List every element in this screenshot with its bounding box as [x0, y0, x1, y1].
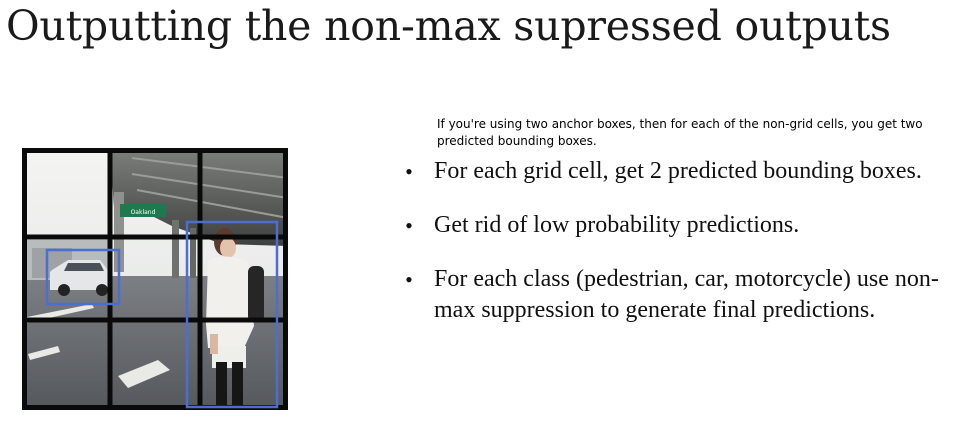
- bridge-pillar: [172, 220, 179, 278]
- street-scene-figure: [22, 148, 288, 410]
- bullet-text: For each class (pedestrian, car, motorcycle) use non-max suppression to generate final predictions.: [434, 266, 939, 323]
- bullet-text: For each grid cell, get 2 predicted bounding boxes.: [434, 158, 922, 184]
- street-sign-label: Oakland: [130, 209, 156, 216]
- bullet-icon: •: [405, 213, 413, 238]
- bullet-text: Get rid of low probability predictions.: [434, 212, 800, 238]
- bullet-icon: •: [405, 267, 413, 292]
- bullet-list: [402, 156, 962, 326]
- bullet-item: [402, 210, 962, 241]
- transcript-caption: If you're using two anchor boxes, then for each of the non-grid cells, you get two predicted bounding boxes.: [437, 117, 923, 148]
- slide-title: Outputting the non-max supressed outputs: [6, 2, 891, 50]
- bullet-item: [402, 264, 962, 326]
- bullet-item: [402, 156, 962, 187]
- bullet-icon: •: [405, 159, 413, 184]
